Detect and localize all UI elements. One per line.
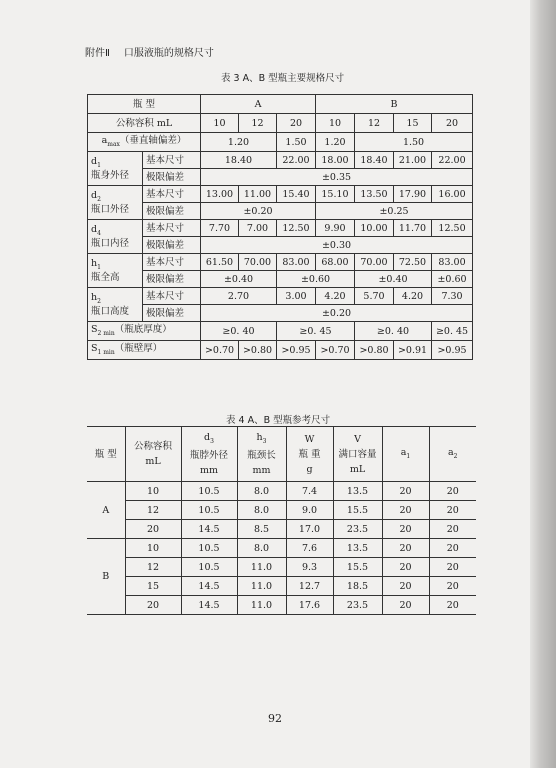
- t3-cell: 18.40: [201, 152, 277, 169]
- t3-cell: 1.20: [201, 133, 277, 152]
- t3-row-nominal: [88, 114, 473, 133]
- t4-header-row: [87, 427, 476, 482]
- table-row: [87, 501, 476, 520]
- t4-cell: 13.5: [333, 539, 382, 558]
- t4-cell: 7.4: [286, 482, 333, 501]
- t3-cell: 20: [277, 114, 316, 133]
- t4-cell: 15: [125, 577, 181, 596]
- t4-cell: 7.6: [286, 539, 333, 558]
- t3-cell: 9.90: [316, 220, 355, 237]
- t3-row-s2min: [88, 322, 473, 341]
- t4-cell: 20: [429, 558, 476, 577]
- t3-cell: 18.00: [316, 152, 355, 169]
- t4-h-a2: $a_2$: [429, 427, 476, 482]
- t3-s2min-label: $S_{2 min}$（瓶底厚度）: [88, 322, 201, 341]
- t3-row-h2-basic: [88, 288, 473, 305]
- t3-nominal-label: 公称容积 mL: [88, 114, 201, 133]
- t3-basic-label: 基本尺寸: [143, 186, 201, 203]
- t3-cell: 12.50: [277, 220, 316, 237]
- t3-basic-label: 基本尺寸: [143, 254, 201, 271]
- t4-cell: 13.5: [333, 482, 382, 501]
- t3-cell: ±0.25: [316, 203, 473, 220]
- t3-row-d1-tol: [88, 169, 473, 186]
- t3-cell: ≥0. 45: [277, 322, 355, 341]
- t4-cell: 9.3: [286, 558, 333, 577]
- t3-h1-label: $h_1$ 瓶全高: [88, 254, 143, 288]
- t3-cell: 10: [201, 114, 239, 133]
- t3-cell: 10: [316, 114, 355, 133]
- t3-cell: ±0.30: [201, 237, 473, 254]
- t3-cell: >0.95: [432, 341, 473, 360]
- t4-cell: 20: [382, 539, 429, 558]
- t4-cell: 8.0: [237, 501, 286, 520]
- t3-type-b: B: [316, 95, 473, 114]
- t4-cell: 20: [429, 596, 476, 615]
- t3-row-h1-tol: [88, 271, 473, 288]
- t4-cell: 14.5: [181, 520, 237, 539]
- t3-type-label: 瓶 型: [88, 95, 201, 114]
- t4-cell: 20: [382, 482, 429, 501]
- t3-row-d2-tol: [88, 203, 473, 220]
- table3-caption: 表 3 A、B 型瓶主要规格尺寸: [221, 73, 345, 84]
- t3-cell: 16.00: [432, 186, 473, 203]
- t3-cell: >0.91: [394, 341, 432, 360]
- t3-cell: 12: [355, 114, 394, 133]
- t4-cell: 10.5: [181, 539, 237, 558]
- t3-row-d4-tol: [88, 237, 473, 254]
- appendix-number: 附件Ⅱ: [85, 48, 110, 59]
- t4-cell: 18.5: [333, 577, 382, 596]
- t3-cell: 7.30: [432, 288, 473, 305]
- table-row: [87, 577, 476, 596]
- t4-cell: 20: [429, 539, 476, 558]
- t3-row-h1-basic: [88, 254, 473, 271]
- t3-cell: 83.00: [277, 254, 316, 271]
- t3-tol-label: 极限偏差: [143, 237, 201, 254]
- t3-cell: 15: [394, 114, 432, 133]
- t3-cell: >0.70: [201, 341, 239, 360]
- t4-cell: 20: [382, 596, 429, 615]
- t4-cell: 20: [382, 558, 429, 577]
- t4-h-type: 瓶 型: [87, 427, 125, 482]
- t3-cell: ±0.40: [201, 271, 277, 288]
- t4-h-v: V 满口容量 mL: [333, 427, 382, 482]
- t4-cell: 10.5: [181, 482, 237, 501]
- t3-amax-label: $a_{max}$（垂直轴偏差）: [88, 133, 201, 152]
- t4-cell: 9.0: [286, 501, 333, 520]
- table3-main-dimensions: [87, 94, 473, 360]
- t4-cell: 20: [382, 577, 429, 596]
- t3-cell: 15.10: [316, 186, 355, 203]
- t3-row-s1min: [88, 341, 473, 360]
- t3-tol-label: 极限偏差: [143, 305, 201, 322]
- t3-cell: 13.00: [201, 186, 239, 203]
- t4-cell: 20: [429, 577, 476, 596]
- t3-cell: 70.00: [239, 254, 277, 271]
- t4-cell: 12.7: [286, 577, 333, 596]
- t4-cell: 20: [429, 501, 476, 520]
- page-binding-shadow: [530, 0, 556, 768]
- t4-cell: 8.0: [237, 539, 286, 558]
- t3-basic-label: 基本尺寸: [143, 152, 201, 169]
- t4-group-a: A: [87, 482, 125, 539]
- t3-basic-label: 基本尺寸: [143, 288, 201, 305]
- t3-cell: 4.20: [316, 288, 355, 305]
- t4-h-a1: $a_1$: [382, 427, 429, 482]
- t4-cell: 8.0: [237, 482, 286, 501]
- t3-cell: ±0.20: [201, 305, 473, 322]
- t3-tol-label: 极限偏差: [143, 271, 201, 288]
- t3-cell: 17.90: [394, 186, 432, 203]
- t3-cell: ±0.20: [201, 203, 316, 220]
- t4-cell: 20: [429, 482, 476, 501]
- t4-cell: 14.5: [181, 577, 237, 596]
- t3-cell: 13.50: [355, 186, 394, 203]
- table-row: [87, 558, 476, 577]
- table-row: [87, 596, 476, 615]
- t3-cell: 61.50: [201, 254, 239, 271]
- t3-cell: 3.00: [277, 288, 316, 305]
- t3-cell: ±0.60: [432, 271, 473, 288]
- t3-row-d4-basic: [88, 220, 473, 237]
- t3-row-d2-basic: [88, 186, 473, 203]
- t3-cell: 22.00: [432, 152, 473, 169]
- t3-cell: 10.00: [355, 220, 394, 237]
- t4-cell: 20: [125, 596, 181, 615]
- t4-cell: 23.5: [333, 596, 382, 615]
- t3-cell: 4.20: [394, 288, 432, 305]
- t3-tol-label: 极限偏差: [143, 169, 201, 186]
- t4-cell: 11.0: [237, 558, 286, 577]
- table4-reference-dimensions: [87, 426, 476, 615]
- t4-cell: 12: [125, 501, 181, 520]
- t4-cell: 10.5: [181, 501, 237, 520]
- t4-cell: 10: [125, 539, 181, 558]
- t4-cell: 10.5: [181, 558, 237, 577]
- t3-h2-label: $h_2$ 瓶口高度: [88, 288, 143, 322]
- t4-group-b: B: [87, 539, 125, 615]
- t4-cell: 20: [429, 520, 476, 539]
- t3-cell: 11.00: [239, 186, 277, 203]
- t3-cell: ±0.40: [355, 271, 432, 288]
- t4-cell: 23.5: [333, 520, 382, 539]
- table-row: [87, 482, 476, 501]
- t3-cell: 18.40: [355, 152, 394, 169]
- t4-cell: 10: [125, 482, 181, 501]
- t3-cell: 20: [432, 114, 473, 133]
- t3-cell: 12: [239, 114, 277, 133]
- t3-cell: >0.80: [355, 341, 394, 360]
- t4-h-nominal: 公称容积 mL: [125, 427, 181, 482]
- t4-h-w: W 瓶 重 g: [286, 427, 333, 482]
- t3-row-amax: [88, 133, 473, 152]
- t4-cell: 15.5: [333, 501, 382, 520]
- t3-basic-label: 基本尺寸: [143, 220, 201, 237]
- t3-type-a: A: [201, 95, 316, 114]
- t3-cell: 1.20: [316, 133, 355, 152]
- t3-cell: ±0.60: [277, 271, 355, 288]
- t3-cell: ≥0. 40: [355, 322, 432, 341]
- table-row: [87, 520, 476, 539]
- t3-cell: ≥0. 45: [432, 322, 473, 341]
- t3-cell: 11.70: [394, 220, 432, 237]
- t4-cell: 20: [382, 520, 429, 539]
- t3-cell: >0.70: [316, 341, 355, 360]
- t4-cell: 11.0: [237, 596, 286, 615]
- t3-cell: 21.00: [394, 152, 432, 169]
- t3-cell: 83.00: [432, 254, 473, 271]
- t3-cell: 68.00: [316, 254, 355, 271]
- t3-cell: 7.70: [201, 220, 239, 237]
- t3-cell: 22.00: [277, 152, 316, 169]
- t3-cell: 70.00: [355, 254, 394, 271]
- t3-s1min-label: $S_{1 min}$（瓶壁厚）: [88, 341, 201, 360]
- t3-cell: 1.50: [277, 133, 316, 152]
- t4-cell: 8.5: [237, 520, 286, 539]
- t4-cell: 11.0: [237, 577, 286, 596]
- t3-d4-label: $d_4$ 瓶口内径: [88, 220, 143, 254]
- t4-h-d3: $d_3$ 瓶脖外径 mm: [181, 427, 237, 482]
- t3-cell: 72.50: [394, 254, 432, 271]
- t3-cell: 7.00: [239, 220, 277, 237]
- t4-cell: 20: [125, 520, 181, 539]
- t3-row-h2-tol: [88, 305, 473, 322]
- t3-cell: 2.70: [201, 288, 277, 305]
- appendix-header: [85, 44, 228, 59]
- t3-cell: >0.95: [277, 341, 316, 360]
- appendix-title: 口服液瓶的规格尺寸: [123, 48, 214, 59]
- t3-cell: ≥0. 40: [201, 322, 277, 341]
- t4-h-h3: $h_3$ 瓶颈长 mm: [237, 427, 286, 482]
- t3-cell: 5.70: [355, 288, 394, 305]
- t3-tol-label: 极限偏差: [143, 203, 201, 220]
- page-number: 92: [268, 712, 282, 725]
- t3-d2-label: $d_2$ 瓶口外径: [88, 186, 143, 220]
- table4-caption: 表 4 A、B 型瓶参考尺寸: [226, 415, 331, 426]
- t3-row-type: [88, 95, 473, 114]
- t4-cell: 17.0: [286, 520, 333, 539]
- t3-cell: 12.50: [432, 220, 473, 237]
- table-row: [87, 539, 476, 558]
- t3-cell: 1.50: [355, 133, 473, 152]
- t4-cell: 12: [125, 558, 181, 577]
- t3-cell: >0.80: [239, 341, 277, 360]
- t4-cell: 20: [382, 501, 429, 520]
- t4-cell: 14.5: [181, 596, 237, 615]
- t4-cell: 15.5: [333, 558, 382, 577]
- t3-d1-label: $d_1$ 瓶身外径: [88, 152, 143, 186]
- t3-cell: 15.40: [277, 186, 316, 203]
- t3-row-d1-basic: [88, 152, 473, 169]
- t3-cell: ±0.35: [201, 169, 473, 186]
- t4-cell: 17.6: [286, 596, 333, 615]
